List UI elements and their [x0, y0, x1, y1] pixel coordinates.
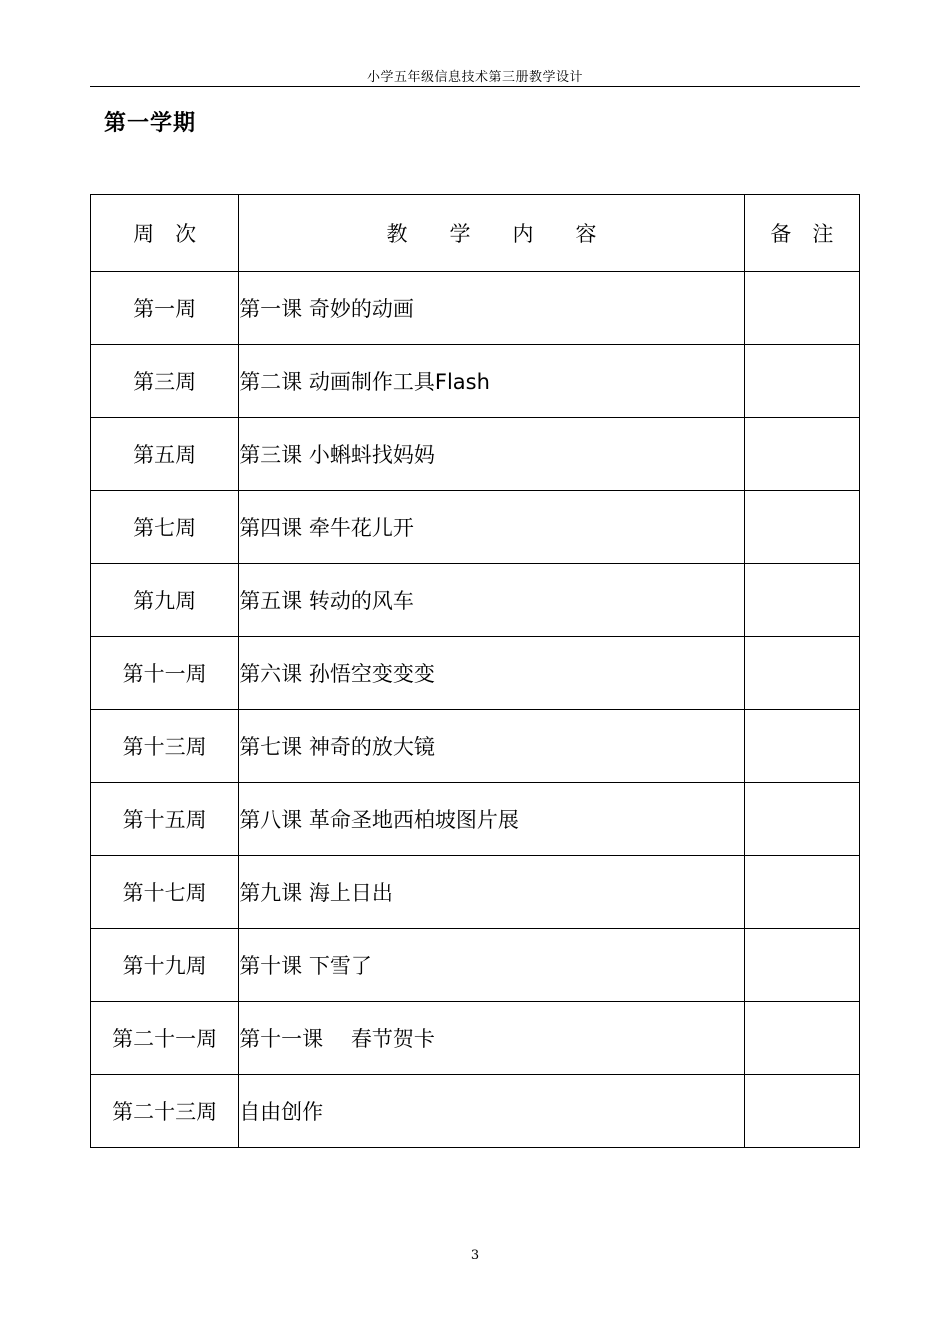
lesson-content-cell: 第十课 下雪了	[239, 929, 745, 1002]
note-cell	[744, 345, 859, 418]
week-cell: 第三周	[91, 345, 239, 418]
note-cell	[744, 637, 859, 710]
week-cell: 第十九周	[91, 929, 239, 1002]
lesson-content-cell: 自由创作	[239, 1075, 745, 1148]
semester-title: 第一学期	[104, 111, 197, 136]
table-row	[91, 856, 860, 929]
table-row	[91, 710, 860, 783]
lesson-content-cell: 第一课 奇妙的动画	[239, 272, 745, 345]
note-cell	[744, 1002, 859, 1075]
table-row	[91, 1075, 860, 1148]
note-cell	[744, 783, 859, 856]
lesson-content-cell: 第八课 革命圣地西柏坡图片展	[239, 783, 745, 856]
note-cell	[744, 564, 859, 637]
lesson-content-cell: 第十一课 春节贺卡	[239, 1002, 745, 1075]
lesson-content-cell: 第五课 转动的风车	[239, 564, 745, 637]
table-row	[91, 345, 860, 418]
note-cell	[744, 491, 859, 564]
week-cell: 第十一周	[91, 637, 239, 710]
table-row	[91, 272, 860, 345]
table-row	[91, 491, 860, 564]
week-cell: 第七周	[91, 491, 239, 564]
page-header-title: 小学五年级信息技术第三册教学设计	[366, 70, 583, 85]
lesson-content-cell: 第七课 神奇的放大镜	[239, 710, 745, 783]
week-cell: 第五周	[91, 418, 239, 491]
note-cell	[744, 272, 859, 345]
header-rule	[90, 86, 860, 87]
lesson-content-cell: 第六课 孙悟空变变变	[239, 637, 745, 710]
week-cell: 第二十三周	[91, 1075, 239, 1148]
week-cell: 第十五周	[91, 783, 239, 856]
header-note: 备 注	[744, 195, 859, 272]
note-cell	[744, 710, 859, 783]
header-content: 教 学 内 容	[239, 195, 745, 272]
week-cell: 第一周	[91, 272, 239, 345]
week-cell: 第九周	[91, 564, 239, 637]
schedule-table	[90, 194, 860, 1148]
week-cell: 第十七周	[91, 856, 239, 929]
page-number: 3	[470, 1248, 480, 1263]
note-cell	[744, 929, 859, 1002]
week-cell: 第二十一周	[91, 1002, 239, 1075]
lesson-content-cell: 第四课 牵牛花儿开	[239, 491, 745, 564]
table-row	[91, 418, 860, 491]
lesson-content-cell: 第二课 动画制作工具Flash	[239, 345, 745, 418]
table-row	[91, 637, 860, 710]
table-row	[91, 783, 860, 856]
header-week: 周 次	[91, 195, 239, 272]
table-header-row	[91, 195, 860, 272]
week-cell: 第十三周	[91, 710, 239, 783]
note-cell	[744, 1075, 859, 1148]
table-row	[91, 564, 860, 637]
table-row	[91, 1002, 860, 1075]
note-cell	[744, 856, 859, 929]
lesson-content-cell: 第九课 海上日出	[239, 856, 745, 929]
note-cell	[744, 418, 859, 491]
lesson-content-cell: 第三课 小蝌蚪找妈妈	[239, 418, 745, 491]
table-row	[91, 929, 860, 1002]
